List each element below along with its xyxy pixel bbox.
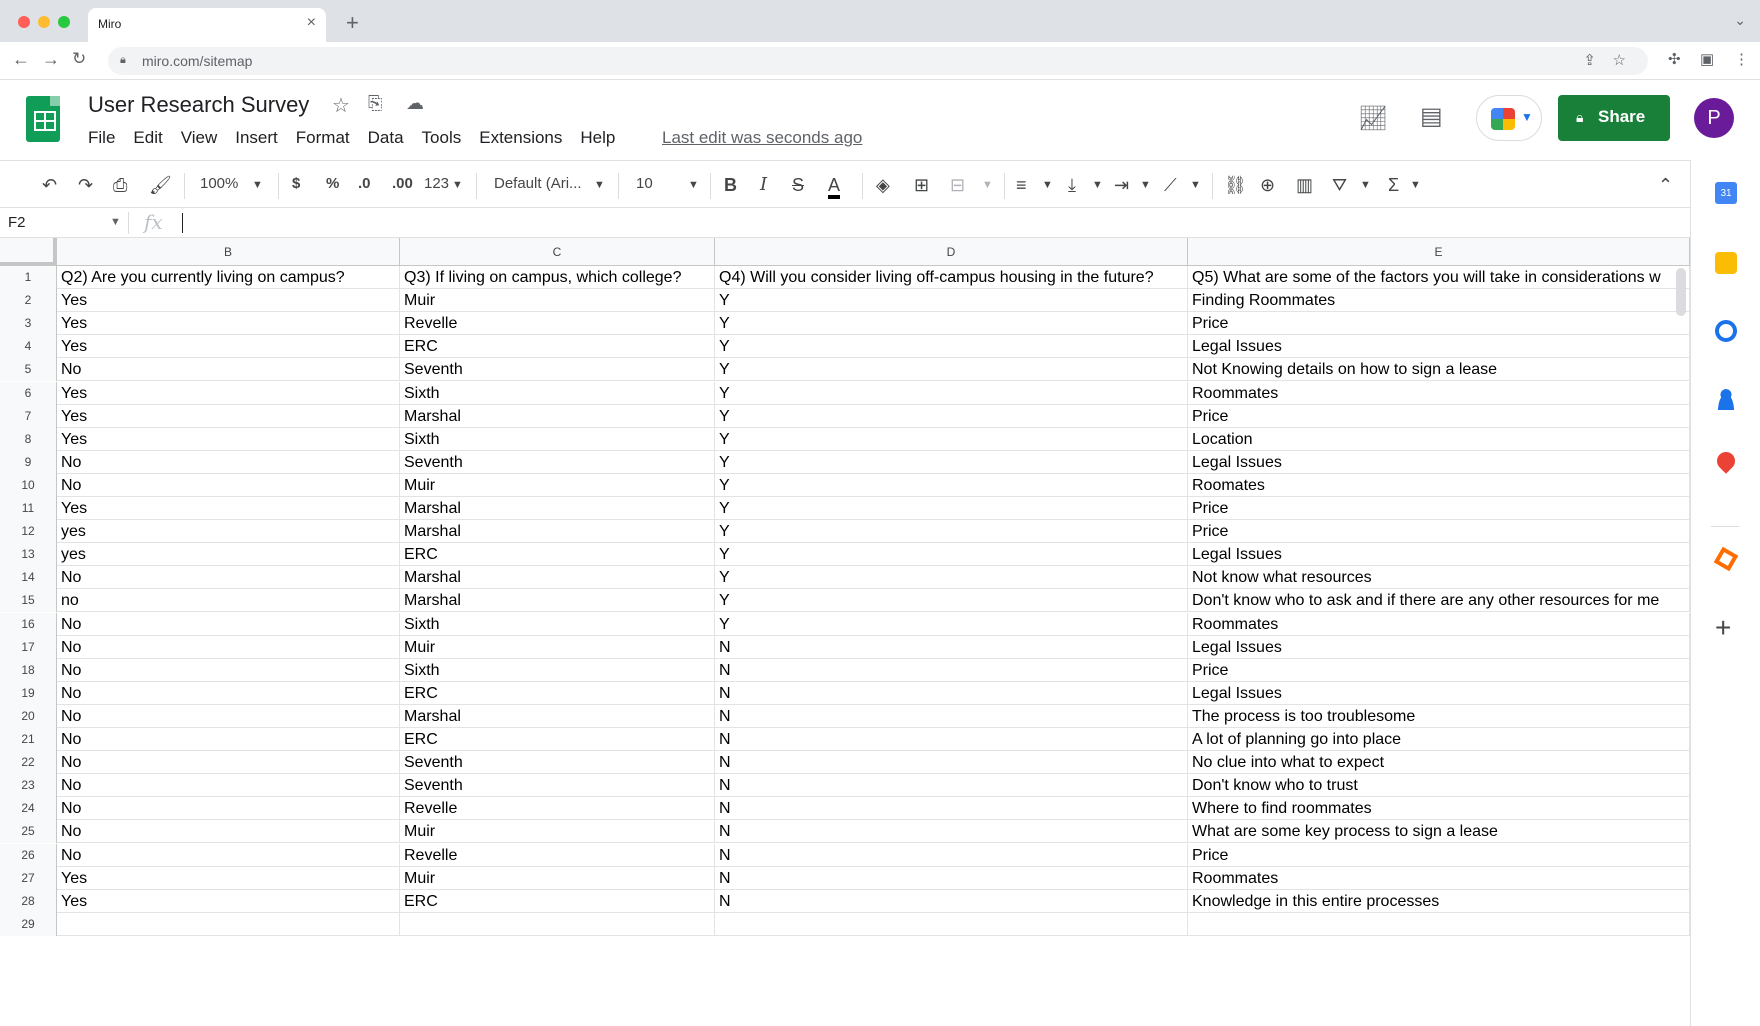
toolbar-divider	[476, 173, 477, 199]
side-panel	[1690, 160, 1760, 1026]
office-addon-icon[interactable]	[1714, 547, 1739, 572]
cell-b[interactable]: No	[57, 774, 400, 797]
cell-d[interactable]: Y	[715, 474, 1188, 497]
vertical-scrollbar[interactable]	[1676, 268, 1686, 316]
document-title[interactable]: User Research Survey	[88, 92, 310, 117]
wrap-caret-icon[interactable]: ▼	[1140, 179, 1151, 191]
table-row	[0, 428, 1690, 451]
comments-icon[interactable]: ▤	[1420, 103, 1443, 130]
name-box-caret-icon[interactable]: ▼	[110, 216, 121, 228]
avatar[interactable]: P	[1694, 98, 1734, 138]
cell-e[interactable]: Don't know who to trust	[1188, 774, 1690, 797]
cell-d[interactable]: Y	[715, 613, 1188, 636]
cell-e[interactable]	[1188, 913, 1690, 936]
formula-divider	[128, 212, 129, 234]
cell-b[interactable]	[57, 913, 400, 936]
share-page-icon[interactable]: ⇪	[1583, 52, 1596, 69]
back-icon[interactable]: ←	[12, 49, 30, 69]
column-header-e[interactable]: E	[1188, 238, 1690, 266]
insert-link-icon[interactable]: ⛓︎	[1224, 175, 1247, 195]
cell-b[interactable]: Yes	[57, 289, 400, 312]
insert-comment-icon[interactable]: ⊕	[1260, 175, 1276, 195]
cell-c[interactable]: ERC	[400, 335, 715, 358]
cell-c[interactable]: Muir	[400, 474, 715, 497]
cell-b[interactable]: No	[57, 474, 400, 497]
row-header[interactable]: 27	[0, 867, 57, 890]
cell-c[interactable]: Muir	[400, 289, 715, 312]
cell-d[interactable]: Q4) Will you consider living off-campus housing in the future?	[715, 266, 1188, 289]
table-row	[0, 566, 1690, 589]
column-header-row	[0, 238, 1690, 266]
toolbar-divider	[710, 173, 711, 199]
cell-d[interactable]: N	[715, 867, 1188, 890]
cloud-status-icon[interactable]: ☁	[406, 93, 424, 113]
menu-help[interactable]: Help	[580, 128, 616, 147]
tab-title: Miro	[98, 17, 122, 31]
row-header[interactable]: 17	[0, 636, 57, 659]
cell-e[interactable]: Legal Issues	[1188, 636, 1690, 659]
row-header[interactable]: 8	[0, 428, 57, 451]
activity-trend-icon[interactable]: 📈︎	[1358, 105, 1389, 132]
name-box[interactable]: F2	[8, 214, 26, 231]
cell-c[interactable]: Marshal	[400, 705, 715, 728]
cell-b[interactable]: No	[57, 358, 400, 381]
toolbar-divider	[278, 173, 279, 199]
cell-b[interactable]: No	[57, 682, 400, 705]
lock-icon[interactable]: 🔒︎	[120, 54, 126, 66]
browser-tab[interactable]	[88, 8, 326, 42]
cell-c[interactable]: ERC	[400, 890, 715, 913]
cell-c[interactable]: Marshal	[400, 520, 715, 543]
cell-d[interactable]: Y	[715, 428, 1188, 451]
bookmark-star-icon[interactable]: ☆	[1612, 52, 1626, 69]
column-header-b[interactable]: B	[57, 238, 400, 266]
table-row	[0, 682, 1690, 705]
table-row	[0, 820, 1690, 843]
cell-b[interactable]: yes	[57, 543, 400, 566]
collapse-toolbar-icon[interactable]: ⌃	[1658, 175, 1674, 195]
cell-e[interactable]: No clue into what to expect	[1188, 751, 1690, 774]
side-panel-divider	[1711, 526, 1739, 527]
menu-view[interactable]: View	[180, 128, 218, 147]
cell-c[interactable]: Seventh	[400, 774, 715, 797]
cell-d[interactable]: Y	[715, 566, 1188, 589]
cell-c[interactable]: Muir	[400, 820, 715, 843]
table-row	[0, 335, 1690, 358]
row-header[interactable]: 5	[0, 358, 57, 381]
cell-c[interactable]: Sixth	[400, 659, 715, 682]
cell-b[interactable]: No	[57, 636, 400, 659]
row-header[interactable]: 24	[0, 797, 57, 820]
sheets-logo[interactable]	[26, 96, 60, 142]
cell-b[interactable]: Yes	[57, 382, 400, 405]
cell-d[interactable]	[715, 913, 1188, 936]
table-row	[0, 751, 1690, 774]
table-row	[0, 497, 1690, 520]
row-header[interactable]: 4	[0, 335, 57, 358]
toolbar-divider	[1004, 173, 1005, 199]
cell-e[interactable]: A lot of planning go into place	[1188, 728, 1690, 751]
filter-icon[interactable]: ⛛	[1332, 175, 1348, 195]
cell-d[interactable]: N	[715, 820, 1188, 843]
cell-c[interactable]: ERC	[400, 543, 715, 566]
table-row	[0, 405, 1690, 428]
cell-c[interactable]: Muir	[400, 636, 715, 659]
cell-c[interactable]: ERC	[400, 728, 715, 751]
cell-e[interactable]: Price	[1188, 497, 1690, 520]
font-caret-icon[interactable]: ▼	[594, 179, 605, 191]
row-header[interactable]: 12	[0, 520, 57, 543]
cell-d[interactable]: Y	[715, 289, 1188, 312]
column-header-d[interactable]: D	[715, 238, 1188, 266]
row-header[interactable]: 28	[0, 890, 57, 913]
cell-d[interactable]: N	[715, 797, 1188, 820]
row-header[interactable]: 15	[0, 589, 57, 612]
extensions-icon[interactable]: ✣	[1668, 51, 1681, 68]
cell-c[interactable]	[400, 913, 715, 936]
cell-e[interactable]: Location	[1188, 428, 1690, 451]
cell-d[interactable]: Y	[715, 589, 1188, 612]
cell-b[interactable]: No	[57, 705, 400, 728]
row-header[interactable]: 23	[0, 774, 57, 797]
cell-d[interactable]: Y	[715, 543, 1188, 566]
cell-b[interactable]: No	[57, 820, 400, 843]
table-row	[0, 266, 1690, 289]
font-select[interactable]: Default (Ari...	[494, 175, 582, 192]
table-row	[0, 913, 1690, 936]
row-header[interactable]: 21	[0, 728, 57, 751]
increase-decimal-button[interactable]: .00	[392, 175, 413, 192]
share-button[interactable]	[1558, 95, 1670, 141]
toolbar-divider	[1212, 173, 1213, 199]
row-header[interactable]: 6	[0, 382, 57, 405]
cell-d[interactable]: Y	[715, 405, 1188, 428]
row-header[interactable]: 22	[0, 751, 57, 774]
meet-button[interactable]	[1476, 95, 1542, 141]
cell-c[interactable]: Seventh	[400, 751, 715, 774]
row-header[interactable]: 10	[0, 474, 57, 497]
row-header[interactable]: 11	[0, 497, 57, 520]
browser-menu-icon[interactable]: ⋮	[1734, 51, 1749, 68]
formatting-toolbar	[0, 160, 1690, 208]
cell-e[interactable]: Roommates	[1188, 867, 1690, 890]
forward-icon[interactable]: →	[42, 49, 60, 69]
cell-c[interactable]: Marshal	[400, 589, 715, 612]
cell-d[interactable]: N	[715, 636, 1188, 659]
row-header[interactable]: 3	[0, 312, 57, 335]
cell-d[interactable]: N	[715, 844, 1188, 867]
row-header[interactable]: 19	[0, 682, 57, 705]
table-row	[0, 844, 1690, 867]
cell-c[interactable]: Q3) If living on campus, which college?	[400, 266, 715, 289]
table-row	[0, 890, 1690, 913]
cell-c[interactable]: Sixth	[400, 428, 715, 451]
cell-c[interactable]: Sixth	[400, 382, 715, 405]
menu-data[interactable]: Data	[367, 128, 404, 147]
cell-c[interactable]: ERC	[400, 682, 715, 705]
valign-caret-icon[interactable]: ▼	[1092, 179, 1103, 191]
browser-tab-bar	[0, 0, 1760, 42]
font-size-caret-icon[interactable]: ▼	[688, 179, 699, 191]
cell-b[interactable]: No	[57, 797, 400, 820]
table-row	[0, 705, 1690, 728]
cell-b[interactable]: No	[57, 751, 400, 774]
cell-e[interactable]: Finding Roommates	[1188, 289, 1690, 312]
cell-b[interactable]: Yes	[57, 335, 400, 358]
meet-camera-icon	[1491, 108, 1515, 130]
row-header[interactable]: 9	[0, 451, 57, 474]
strikethrough-icon[interactable]: S	[792, 175, 805, 195]
text-rotation-icon[interactable]: ⟋	[1164, 175, 1177, 195]
table-row	[0, 636, 1690, 659]
rotation-caret-icon[interactable]: ▼	[1190, 179, 1201, 191]
cell-e[interactable]: Price	[1188, 312, 1690, 335]
formula-bar	[0, 208, 1690, 238]
table-row	[0, 867, 1690, 890]
cell-e[interactable]: Price	[1188, 659, 1690, 682]
select-all-corner[interactable]	[0, 238, 57, 266]
cell-e[interactable]: The process is too troublesome	[1188, 705, 1690, 728]
cell-b[interactable]: Yes	[57, 497, 400, 520]
cell-e[interactable]: Price	[1188, 844, 1690, 867]
toolbar-divider	[618, 173, 619, 199]
maps-icon[interactable]	[1713, 448, 1738, 473]
table-row	[0, 589, 1690, 612]
zoom-caret-icon[interactable]: ▼	[252, 179, 263, 191]
cell-e[interactable]: Roomates	[1188, 474, 1690, 497]
cell-c[interactable]: Revelle	[400, 312, 715, 335]
row-header[interactable]: 14	[0, 566, 57, 589]
cell-b[interactable]: No	[57, 613, 400, 636]
cell-e[interactable]: Not Knowing details on how to sign a lease	[1188, 358, 1690, 381]
tab-close-icon[interactable]: ×	[306, 14, 316, 31]
undo-icon[interactable]: ↶	[42, 175, 58, 195]
cell-e[interactable]: Don't know who to ask and if there are any other resources for me	[1188, 589, 1690, 612]
row-header[interactable]: 29	[0, 913, 57, 936]
cell-c[interactable]: Revelle	[400, 797, 715, 820]
halign-caret-icon[interactable]: ▼	[1042, 179, 1053, 191]
formula-input[interactable]	[182, 213, 183, 233]
cell-d[interactable]: N	[715, 705, 1188, 728]
get-addons-plus-icon[interactable]: +	[1715, 612, 1732, 643]
number-format-button[interactable]: 123	[424, 175, 450, 192]
cell-e[interactable]: Q5) What are some of the factors you will take in considerations w	[1188, 266, 1690, 289]
table-row	[0, 451, 1690, 474]
menu-edit[interactable]: Edit	[133, 128, 163, 147]
cell-d[interactable]: Y	[715, 520, 1188, 543]
keep-icon[interactable]	[1715, 252, 1737, 274]
table-row	[0, 728, 1690, 751]
functions-icon[interactable]: Σ	[1388, 175, 1400, 195]
fx-icon: fx	[144, 210, 163, 234]
tab-search-chevron-icon[interactable]: ⌄	[1734, 12, 1746, 28]
cell-c[interactable]: Seventh	[400, 358, 715, 381]
font-size-select[interactable]: 10	[636, 175, 653, 192]
row-header[interactable]: 2	[0, 289, 57, 312]
cell-e[interactable]: Where to find roommates	[1188, 797, 1690, 820]
cell-c[interactable]: Sixth	[400, 613, 715, 636]
cell-d[interactable]: Y	[715, 497, 1188, 520]
row-header[interactable]: 20	[0, 705, 57, 728]
cell-e[interactable]: Price	[1188, 405, 1690, 428]
cell-e[interactable]: Roommates	[1188, 382, 1690, 405]
bold-icon[interactable]: B	[724, 175, 737, 195]
currency-format-button[interactable]: $	[292, 175, 301, 192]
minimize-window-button[interactable]	[38, 16, 50, 28]
cell-b[interactable]: Q2) Are you currently living on campus?	[57, 266, 400, 289]
table-row	[0, 358, 1690, 381]
table-row	[0, 520, 1690, 543]
cell-d[interactable]: Y	[715, 335, 1188, 358]
redo-icon[interactable]: ↷	[78, 175, 94, 195]
cell-b[interactable]: No	[57, 566, 400, 589]
row-header[interactable]: 18	[0, 659, 57, 682]
cell-d[interactable]: N	[715, 751, 1188, 774]
row-header[interactable]: 26	[0, 844, 57, 867]
toolbar-divider	[862, 173, 863, 199]
star-icon[interactable]: ☆	[332, 95, 350, 117]
lock-icon: 🔒︎	[1576, 109, 1584, 125]
menu-format[interactable]: Format	[295, 128, 350, 147]
filter-caret-icon[interactable]: ▼	[1360, 179, 1371, 191]
table-row	[0, 797, 1690, 820]
cell-b[interactable]: No	[57, 659, 400, 682]
text-color-icon[interactable]: A	[828, 173, 840, 199]
italic-icon[interactable]: I	[760, 174, 768, 195]
insert-chart-icon[interactable]: ▥	[1296, 175, 1314, 195]
cell-e[interactable]: Legal Issues	[1188, 451, 1690, 474]
cell-d[interactable]: N	[715, 659, 1188, 682]
maximize-window-button[interactable]	[58, 16, 70, 28]
move-folder-icon[interactable]: ⎘	[368, 93, 383, 113]
cell-b[interactable]: Yes	[57, 890, 400, 913]
last-edit-link[interactable]: Last edit was seconds ago	[662, 128, 863, 147]
cell-e[interactable]: Roommates	[1188, 613, 1690, 636]
cell-c[interactable]: Revelle	[400, 844, 715, 867]
menu-tools[interactable]: Tools	[421, 128, 462, 147]
cell-d[interactable]: N	[715, 890, 1188, 913]
paint-format-icon[interactable]: 🖌︎	[149, 175, 172, 195]
tasks-icon[interactable]	[1715, 320, 1737, 342]
menu-insert[interactable]: Insert	[235, 128, 278, 147]
cell-d[interactable]: Y	[715, 451, 1188, 474]
horizontal-align-icon[interactable]: ≡	[1016, 175, 1027, 195]
cell-b[interactable]: Yes	[57, 312, 400, 335]
new-tab-icon[interactable]: +	[346, 10, 359, 35]
cell-b[interactable]: no	[57, 589, 400, 612]
cell-b[interactable]: No	[57, 844, 400, 867]
row-header[interactable]: 1	[0, 266, 57, 289]
cell-b[interactable]: yes	[57, 520, 400, 543]
percent-format-button[interactable]: %	[326, 175, 340, 192]
table-row	[0, 312, 1690, 335]
spreadsheet-grid[interactable]	[0, 238, 1690, 1026]
borders-icon[interactable]: ⊞	[914, 175, 930, 195]
url-text: miro.com/sitemap	[142, 53, 253, 69]
row-header[interactable]: 7	[0, 405, 57, 428]
table-row	[0, 613, 1690, 636]
cell-e[interactable]: Price	[1188, 520, 1690, 543]
cell-d[interactable]: Y	[715, 382, 1188, 405]
cell-c[interactable]: Seventh	[400, 451, 715, 474]
toolbar-divider	[184, 173, 185, 199]
table-row	[0, 474, 1690, 497]
cell-e[interactable]: Legal Issues	[1188, 335, 1690, 358]
functions-caret-icon[interactable]: ▼	[1410, 179, 1421, 191]
cell-d[interactable]: N	[715, 774, 1188, 797]
table-row	[0, 289, 1690, 312]
cell-b[interactable]: No	[57, 728, 400, 751]
reload-icon[interactable]: ↻	[72, 49, 87, 68]
url-bar[interactable]	[108, 47, 1648, 75]
print-icon[interactable]: ⎙	[113, 175, 128, 195]
cell-b[interactable]: Yes	[57, 405, 400, 428]
table-row	[0, 774, 1690, 797]
row-header[interactable]: 13	[0, 543, 57, 566]
number-format-caret-icon[interactable]: ▼	[452, 179, 463, 191]
contacts-icon[interactable]	[1715, 388, 1737, 410]
cell-c[interactable]: Marshal	[400, 497, 715, 520]
cell-b[interactable]: Yes	[57, 428, 400, 451]
cell-d[interactable]: N	[715, 682, 1188, 705]
text-wrapping-icon[interactable]: ⇥	[1114, 175, 1130, 195]
share-label: Share	[1598, 107, 1646, 126]
merge-cells-icon[interactable]: ⊟	[950, 175, 966, 195]
row-header[interactable]: 25	[0, 820, 57, 843]
cell-e[interactable]: Legal Issues	[1188, 543, 1690, 566]
cell-e[interactable]: Legal Issues	[1188, 682, 1690, 705]
cell-b[interactable]: No	[57, 451, 400, 474]
cell-c[interactable]: Marshal	[400, 405, 715, 428]
column-header-c[interactable]: C	[400, 238, 715, 266]
cell-e[interactable]: What are some key process to sign a lease	[1188, 820, 1690, 843]
zoom-select[interactable]: 100%	[200, 175, 239, 192]
cell-d[interactable]: N	[715, 728, 1188, 751]
address-bar-row	[0, 42, 1760, 80]
cell-d[interactable]: Y	[715, 312, 1188, 335]
vertical-align-icon[interactable]: ⤓	[1068, 175, 1076, 195]
close-window-button[interactable]	[18, 16, 30, 28]
cell-b[interactable]: Yes	[57, 867, 400, 890]
menu-extensions[interactable]: Extensions	[479, 128, 563, 147]
merge-caret-icon[interactable]: ▼	[982, 179, 993, 191]
calendar-icon[interactable]: 31	[1715, 182, 1737, 204]
meet-caret-icon: ▼	[1521, 110, 1533, 124]
menu-file[interactable]: File	[88, 128, 116, 147]
cell-e[interactable]: Not know what resources	[1188, 566, 1690, 589]
table-row	[0, 382, 1690, 405]
cell-c[interactable]: Marshal	[400, 566, 715, 589]
decrease-decimal-button[interactable]: .0	[358, 175, 371, 192]
side-panel-icon[interactable]: ▣	[1700, 51, 1715, 68]
cell-c[interactable]: Muir	[400, 867, 715, 890]
table-row	[0, 543, 1690, 566]
cell-d[interactable]: Y	[715, 358, 1188, 381]
cell-e[interactable]: Knowledge in this entire processes	[1188, 890, 1690, 913]
menu-bar	[88, 128, 633, 150]
row-header[interactable]: 16	[0, 613, 57, 636]
table-row	[0, 659, 1690, 682]
fill-color-icon[interactable]: ◈	[876, 175, 890, 195]
